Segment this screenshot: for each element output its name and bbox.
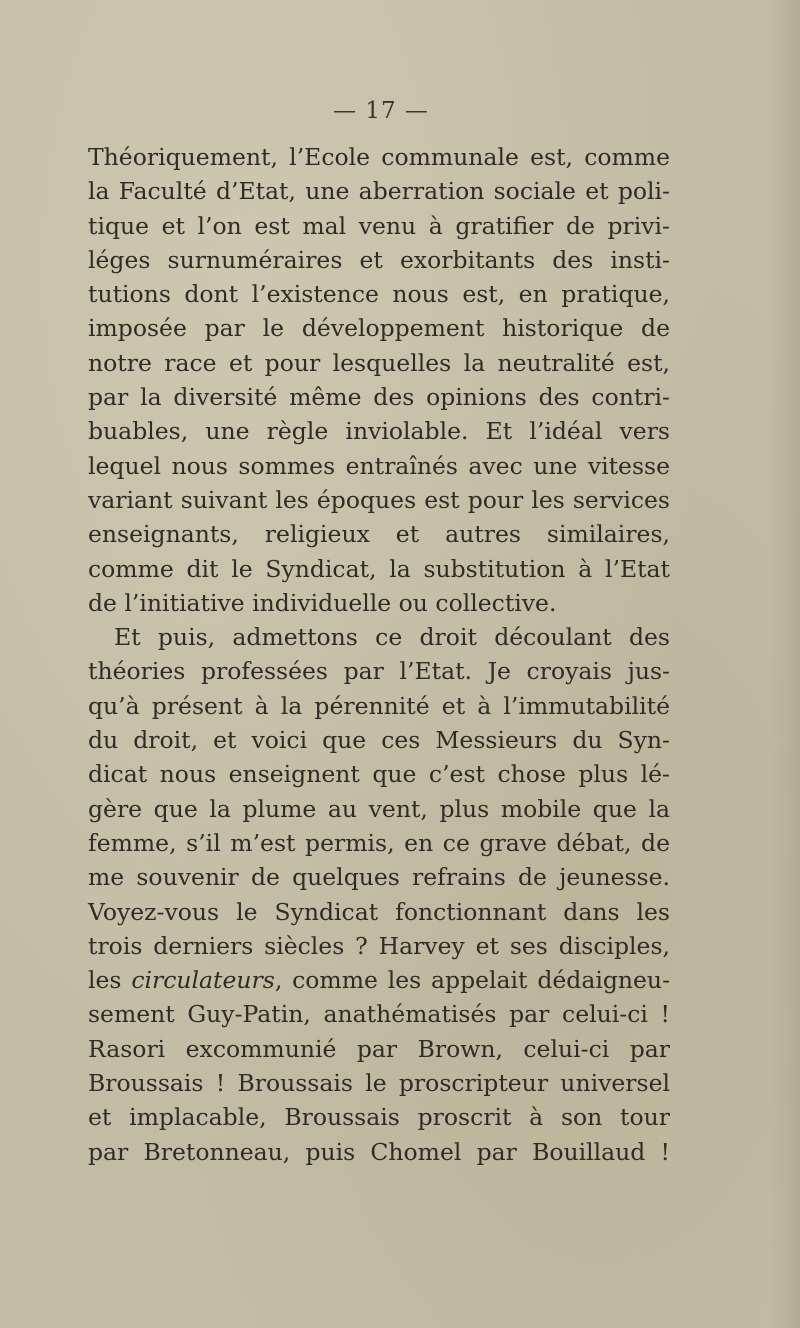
text-line: théories professées par l’Etat. Je croyais jus-	[88, 657, 670, 686]
text-line: femme, s’il m’est permis, en ce grave débat, de	[88, 828, 670, 857]
body-text	[88, 140, 670, 1169]
text-line: me souvenir de quelques refrains de jeunesse.	[88, 863, 670, 892]
text-line-with-italic	[88, 963, 670, 997]
text-line: buables, une règle inviolable. Et l’idéal vers	[88, 417, 670, 446]
text-line: et implacable, Broussais proscrit à son tour	[88, 1103, 670, 1132]
text-line: qu’à présent à la pérennité et à l’immutabilité	[88, 691, 670, 720]
text-before-italic: les	[88, 966, 132, 995]
text-after-italic: , comme les appelait dédaigneu-	[274, 966, 671, 995]
text-line: tutions dont l’existence nous est, en pratique,	[88, 280, 670, 309]
text-line: lequel nous sommes entraînés avec une vitesse	[88, 451, 670, 480]
text-line: du droit, et voici que ces Messieurs du Syn-	[88, 726, 670, 755]
text-line: Voyez-vous le Syndicat fonctionnant dans les	[88, 897, 670, 926]
text-line: tique et l’on est mal venu à gratifier de privi-	[88, 211, 670, 240]
italic-word: circulateurs	[131, 966, 275, 995]
text-line: la Faculté d’Etat, une aberration sociale et poli-	[88, 177, 670, 206]
text-line: gère que la plume au vent, plus mobile que la	[88, 794, 670, 823]
text-line: enseignants, religieux et autres similaires,	[88, 520, 670, 549]
text-line: comme dit le Syndicat, la substitution à l’Etat	[88, 554, 670, 583]
text-line: Théoriquement, l’Ecole communale est, comme	[88, 143, 670, 171]
text-line-paragraph-start: Et puis, admettons ce droit découlant des	[114, 623, 670, 652]
text-line: sement Guy-Patin, anathématisés par celui-ci !	[88, 1000, 670, 1029]
text-line: imposée par le développement historique de	[88, 314, 670, 343]
text-line: notre race et pour lesquelles la neutralité est,	[88, 348, 670, 377]
text-line-paragraph-end: de l’initiative individuelle ou collective.	[88, 588, 557, 617]
text-line: Rasori excommunié par Brown, celui-ci par	[88, 1034, 670, 1063]
text-line: Broussais ! Broussais le proscripteur universel	[88, 1069, 670, 1098]
text-line: léges surnuméraires et exorbitants des insti-	[88, 245, 670, 274]
text-line: par Bretonneau, puis Chomel par Bouillaud !	[88, 1137, 670, 1166]
text-line: dicat nous enseignent que c’est chose plus lé-	[88, 760, 670, 789]
text-line: trois derniers siècles ? Harvey et ses disciples,	[88, 931, 670, 960]
text-line: par la diversité même des opinions des contri-	[88, 383, 670, 412]
text-line: variant suivant les époques est pour les services	[88, 485, 670, 514]
page-number: — 17 —	[333, 98, 429, 124]
